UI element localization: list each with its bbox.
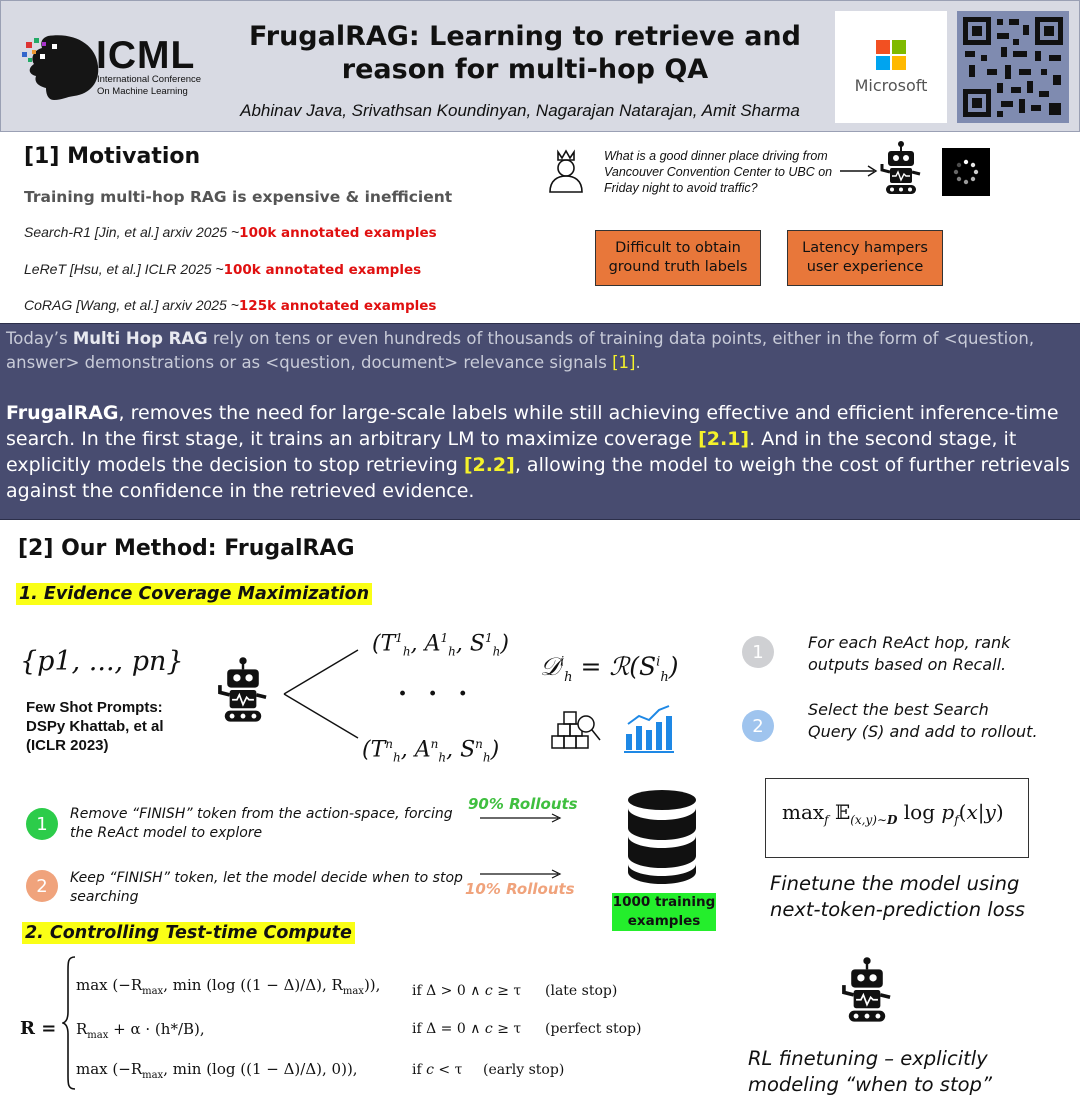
summary-bold-term: FrugalRAG (6, 402, 119, 424)
arrow-right-icon (840, 164, 878, 178)
step-text-1: For each ReAct hop, rank outputs based on Recall. (808, 633, 1011, 674)
database-icon (624, 788, 700, 884)
summary-bold-term: Multi Hop RAG (72, 329, 208, 348)
qr-code[interactable] (957, 11, 1069, 123)
finetune-text: Finetune the model using next-token-prediction loss (770, 872, 1025, 921)
reward-label-late: (late stop) (545, 983, 618, 999)
reward-condition-late: if Δ > 0 ∧ c ≥ τ (412, 983, 522, 999)
chart-growth-icon (622, 704, 674, 754)
summary-text: . And in the second stage, it explicitly models the decision to stop retrieving (6, 428, 1017, 476)
summary-paragraph-1 (6, 327, 1074, 375)
branch-arrows-icon (282, 646, 362, 742)
rollout-10-label: 10% Rollouts (465, 880, 575, 898)
finish-step-text-2: Keep “FINISH” token, let the model decide when to stop searching (70, 870, 463, 905)
finish-step-number-2: 2 (26, 870, 58, 902)
method-title: [2] Our Method: FrugalRAG (18, 536, 355, 561)
reward-label-perfect: (perfect stop) (545, 1021, 642, 1037)
arrow-right-icon (480, 868, 562, 880)
citation-line (24, 261, 421, 278)
loading-spinner-icon (942, 148, 990, 196)
robot-icon (878, 140, 924, 196)
citation-ref: Search-R1 [Jin, et al.] arxiv 2025 ~ (24, 224, 240, 240)
prompt-set: {p1, ..., pn} (20, 646, 184, 677)
reward-symbol: R = (20, 1018, 57, 1039)
citation-line (24, 297, 436, 314)
robot-icon (214, 656, 272, 724)
problem-box-latency: Latency hampers user experience (787, 230, 943, 286)
motivation-title: [1] Motivation (24, 144, 201, 169)
summary-text: . (635, 353, 641, 372)
data-search-icon (550, 706, 602, 752)
trajectory-first: ($T^1_h$, $A^1_h$, $S^1_h$) (372, 631, 509, 659)
summary-text: , allowing the model to weigh the cost of further retrievals against the confidence in the retrieved evidence. (6, 454, 1070, 502)
user-icon (546, 148, 586, 194)
rollout-90-label: 90% Rollouts (468, 795, 578, 813)
citation-count: 100k annotated examples (223, 262, 422, 278)
reward-condition-early: if c < τ (412, 1062, 463, 1078)
citation-count: 100k annotated examples (239, 225, 437, 241)
microsoft-label: Microsoft (854, 76, 928, 95)
reward-case-early: $\max (-R_{max}$, min (log ((1 − Δ)/Δ), 0)), (76, 1060, 358, 1081)
citation-ref: CoRAG [Wang, et al.] arxiv 2025 ~ (24, 297, 239, 313)
objective-equation: $\max_f$ 𝔼$_{(x,y)\sim D}$ $\log p_f(x|y)$ (782, 800, 1004, 827)
microsoft-windows-icon (835, 11, 947, 123)
trajectory-n: ($T^n_h$, $A^n_h$, $S^n_h$) (362, 737, 500, 765)
motivation-subtitle: Training multi-hop RAG is expensive & inefficient (24, 188, 453, 206)
summary-text: rely on tens or even hundreds of thousands of training data points, either in the form of <question, answer> demonstrations or as <question, document> relevance signals (6, 329, 1035, 372)
training-examples-badge: 1000 training examples (612, 894, 716, 929)
summary-text: , removes the need for large-scale labels while still achieving effective and efficient inference-time search. In the first stage, it trains an arbitrary LM to maximize coverage (6, 402, 1059, 450)
author-list: Abhinav Java, Srivathsan Koundinyan, Nagarajan Natarajan, Amit Sharma (240, 101, 800, 120)
arrow-right-icon (480, 812, 562, 824)
reward-case-perfect: $R_{max} + \alpha \cdot (h*/B)$, (76, 1020, 205, 1041)
step-text-2: Select the best Search Query (S) and add to rollout. (808, 700, 1038, 741)
reward-condition-perfect: if Δ = 0 ∧ c ≥ τ (412, 1021, 522, 1037)
robot-icon (838, 956, 896, 1024)
citation-count: 125k annotated examples (238, 298, 437, 314)
reward-label-early: (early stop) (483, 1062, 565, 1078)
ellipsis: . . . (398, 672, 474, 702)
step-number-2: 2 (742, 710, 774, 742)
stage-1-label: 1. Evidence Coverage Maximization (16, 583, 372, 605)
summary-ref: [1] (612, 353, 636, 372)
rl-finetuning-text: RL finetuning – explicitly modeling “when to stop” (748, 1047, 993, 1096)
icml-logo-subtitle-1: International Conference (97, 74, 202, 85)
summary-ref: [2.2] (463, 454, 515, 476)
stage-2-label: 2. Controlling Test-time Compute (22, 922, 355, 944)
reward-case-late: $\max (-R_{max}$, min (log ((1 − Δ)/Δ), $R_{max}$)), (76, 976, 381, 997)
summary-ref: [2.1] (698, 428, 750, 450)
paper-title: FrugalRAG: Learning to retrieve and reason for multi-hop QA (249, 21, 801, 85)
summary-text: Today’s (6, 329, 73, 348)
qr-code-icon (957, 11, 1069, 123)
finish-step-number-1: 1 (26, 808, 58, 840)
brace-icon (62, 956, 76, 1090)
user-question: What is a good dinner place driving from Vancouver Convention Center to UBC on Friday night to avoid traffic? (604, 149, 833, 195)
microsoft-logo (835, 11, 947, 123)
icml-logo-subtitle-2: On Machine Learning (97, 86, 188, 97)
few-shot-label: Few Shot Prompts: DSPy Khattab, et al (ICLR 2023) (26, 699, 164, 754)
dataset-equation: 𝒟$^i_h$ = $ℛ(S^i_h)$ (540, 652, 679, 685)
icml-logo-text: ICML (96, 34, 196, 77)
citation-line (24, 224, 437, 241)
finish-step-text-1: Remove “FINISH” token from the action-space, forcing the ReAct model to explore (70, 806, 453, 841)
summary-paragraph-2 (6, 400, 1074, 504)
citation-ref: LeReT [Hsu, et al.] ICLR 2025 ~ (24, 261, 224, 277)
problem-box-labels: Difficult to obtain ground truth labels (595, 230, 761, 286)
step-number-1: 1 (742, 636, 774, 668)
